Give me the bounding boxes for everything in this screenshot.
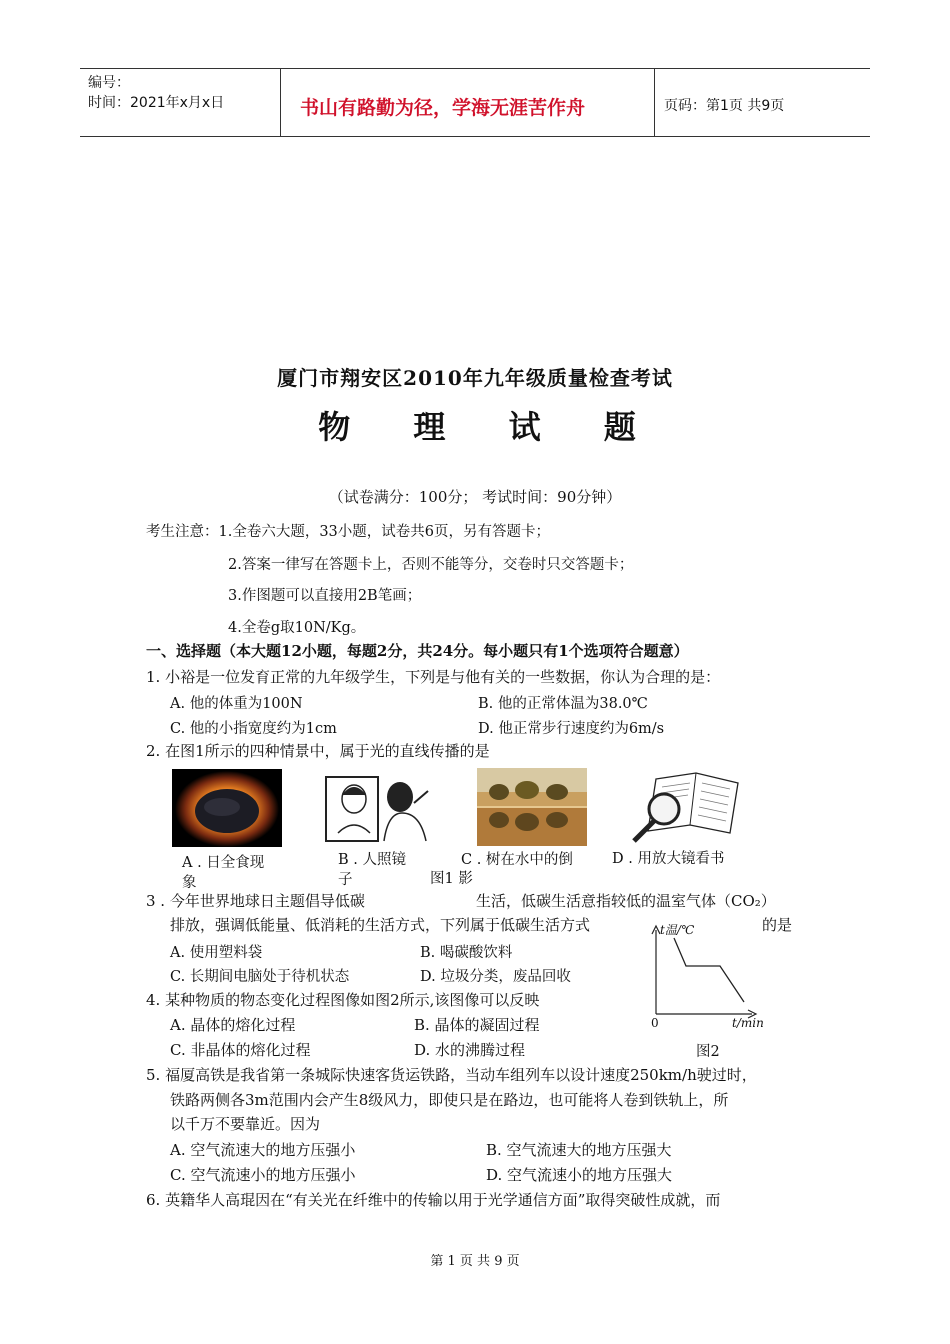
fig1-label: 图1 影 (430, 871, 473, 887)
exam-title: 厦门市翔安区2010年九年级质量检查考试 (277, 366, 673, 390)
q4-option-a: A. 晶体的熔化过程 (170, 1016, 296, 1034)
q2-caption-a-line1: A . 日全食现 (182, 855, 265, 871)
page-code: 页码：第1页 共9页 (664, 98, 785, 114)
fig2-y-label: t温/℃ (660, 923, 695, 937)
q4-option-c: C. 非晶体的熔化过程 (170, 1041, 311, 1059)
q4-option-b: B. 晶体的凝固过程 (414, 1016, 540, 1034)
q2-caption-c: C . 树在水中的倒 (461, 852, 573, 868)
q1-option-b: B. 他的正常体温为38.0℃ (478, 696, 648, 712)
motto: 书山有路勤为径，学海无涯苦作舟 (300, 97, 586, 119)
page-footer: 第 1 页 共 9 页 (430, 1254, 520, 1269)
q3-option-c: C. 长期间电脑处于待机状态 (170, 969, 350, 985)
header-bottom-rule (80, 136, 870, 137)
q3-option-a: A. 使用塑料袋 (170, 945, 263, 961)
note-2: 2.答案一律写在答题卡上，否则不能等分，交卷时只交答题卡； (228, 557, 634, 573)
q5-option-a: A. 空气流速大的地方压强小 (170, 1141, 356, 1159)
q5-stem-line3: 以千万不要靠近。因为 (170, 1115, 321, 1133)
q4-stem: 4. 某种物质的物态变化过程图像如图2所示,该图像可以反映 (146, 991, 540, 1009)
q2-caption-b-line2: 子 (338, 872, 353, 888)
q3-stem-part1: 3 . 今年世界地球日主题倡导低碳 (146, 892, 365, 910)
q2-caption-d: D . 用放大镜看书 (612, 851, 725, 867)
q1-stem: 1. 小裕是一位发育正常的九年级学生，下列是与他有关的一些数据，你认为合理的是： (146, 668, 721, 686)
q2-caption-b-line1: B . 人照镜 (338, 852, 406, 868)
eclipse-image (172, 769, 282, 847)
q5-stem-line2: 铁路两侧各3m范围内会产生8级风力，即使只是在路边，也可能将人卷到铁轨上，所 (170, 1091, 729, 1109)
header-divider-1 (280, 68, 281, 136)
q1-option-c: C. 他的小指宽度约为1cm (170, 721, 337, 737)
q3-option-b: B. 喝碳酸饮料 (420, 945, 513, 961)
mirror-image (322, 773, 444, 845)
magnifier-image (626, 769, 744, 845)
fig2-caption: 图2 (696, 1044, 720, 1060)
q1-option-d: D. 他正常步行速度约为6m/s (478, 721, 665, 737)
reflection-image (477, 768, 587, 846)
q5-option-c: C. 空气流速小的地方压强小 (170, 1166, 356, 1184)
q5-option-b: B. 空气流速大的地方压强大 (486, 1141, 672, 1159)
q3-stem-part2: 生活，低碳生活意指较低的温室气体（CO₂） (476, 892, 776, 910)
q5-stem-line1: 5. 福厦高铁是我省第一条城际快速客货运铁路，当动车组列车以设计速度250km/h驶过时， (146, 1066, 757, 1084)
time-label: 时间：2021年x月x日 (88, 95, 225, 111)
q5-option-d: D. 空气流速小的地方压强大 (486, 1166, 673, 1184)
header-top-rule (80, 68, 870, 69)
header-divider-2 (654, 68, 655, 136)
serial-label: 编号： (88, 75, 130, 91)
subject-title: 物 理 试 题 (318, 408, 662, 446)
fig2-origin: 0 (651, 1016, 659, 1030)
exam-info: （试卷满分：100分； 考试时间：90分钟） (328, 488, 622, 506)
q6-stem: 6. 英籍华人高琨因在“有关光在纤维中的传输以用于光学通信方面”取得突破性成就，而 (146, 1191, 721, 1209)
note-1: 考生注意：1.全卷六大题，33小题，试卷共6页，另有答题卡； (146, 524, 551, 540)
q2-caption-a-line2: 象 (182, 875, 197, 891)
q3-option-d: D. 垃圾分类，废品回收 (420, 969, 571, 985)
note-4: 4.全卷g取10N/Kg。 (228, 620, 366, 636)
q3-stem-part3: 排放，强调低能量、低消耗的生活方式，下列属于低碳生活方式 (170, 916, 591, 934)
q4-option-d: D. 水的沸腾过程 (414, 1041, 526, 1059)
section1-heading: 一、选择题（本大题12小题，每题2分，共24分。每小题只有1个选项符合题意） (146, 642, 689, 660)
fig2-curve (674, 938, 744, 1002)
note-3: 3.作图题可以直接用2B笔画； (228, 588, 422, 604)
fig2-x-label: t/min (732, 1016, 764, 1030)
q2-stem: 2. 在图1所示的四种情景中，属于光的直线传播的是 (146, 742, 490, 760)
q1-option-a: A. 他的体重为100N (170, 696, 303, 712)
q3-stem-part4: 的是 (762, 916, 793, 934)
